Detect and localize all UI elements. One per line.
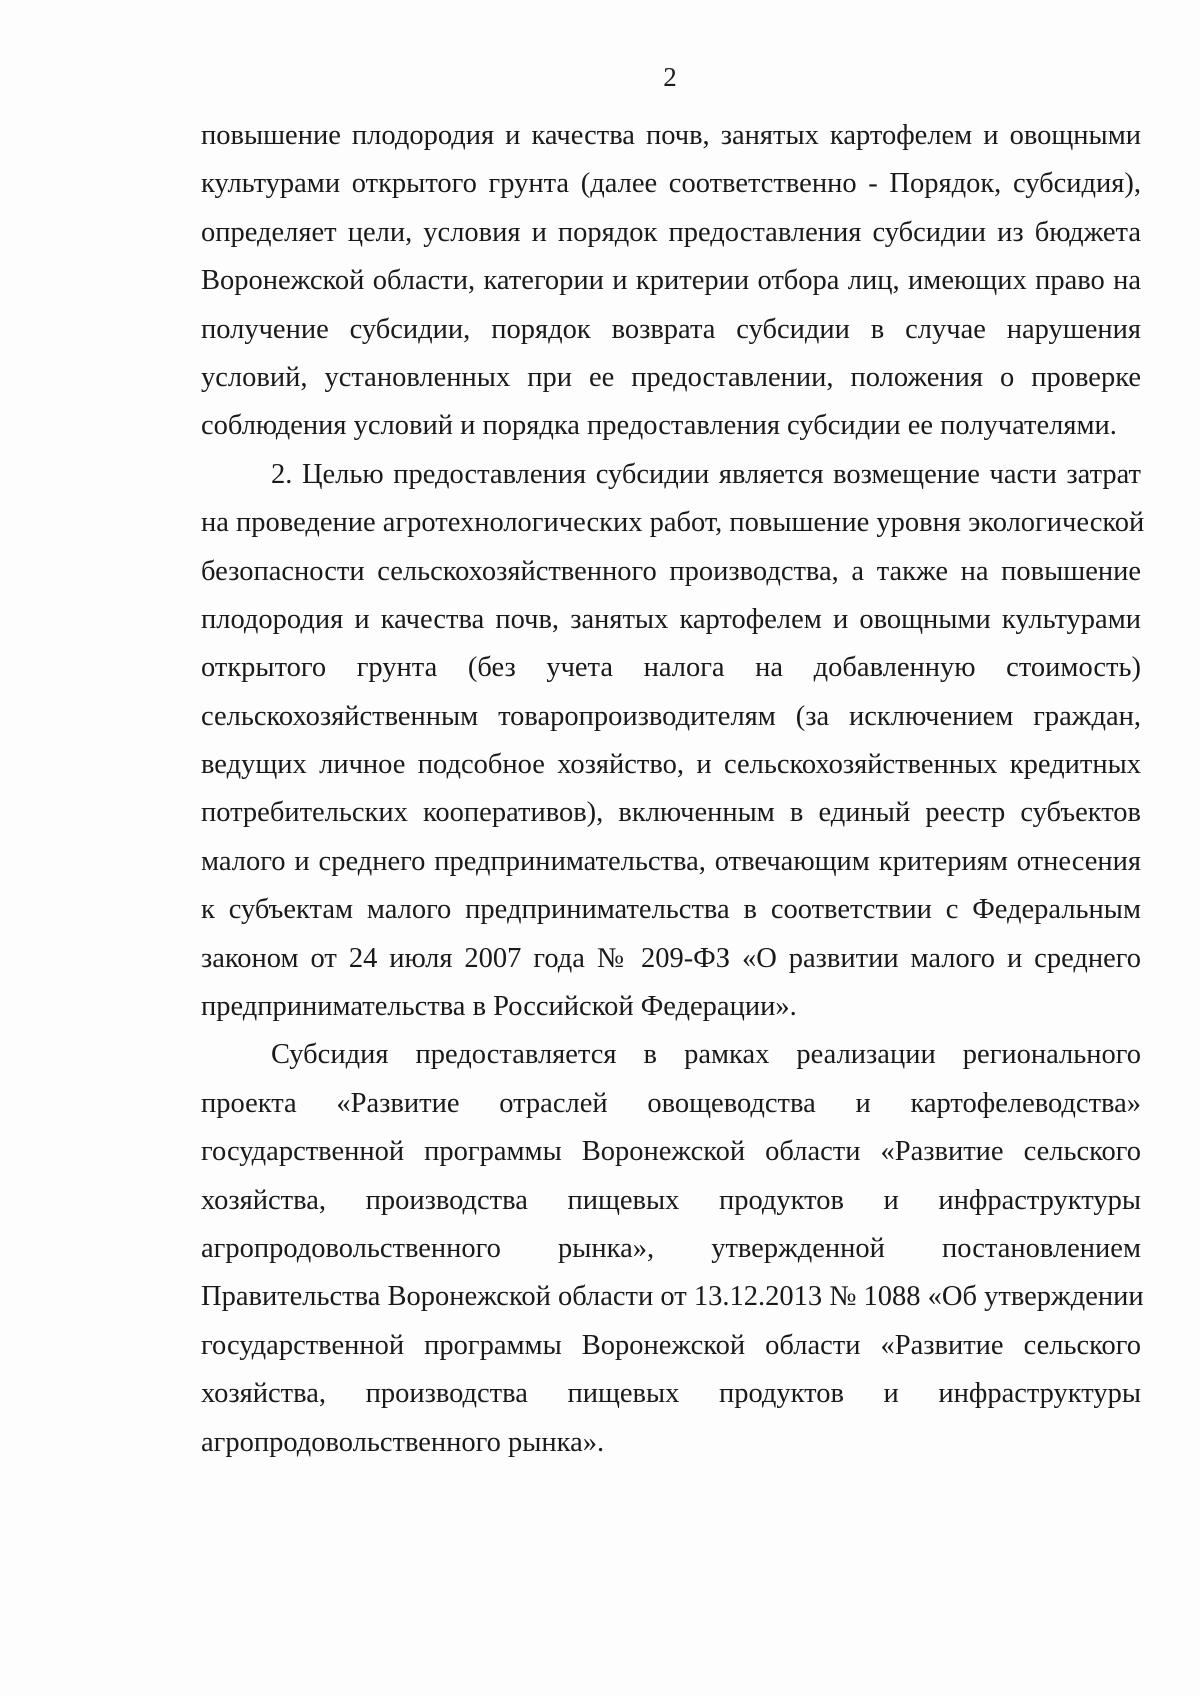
paragraph-line: на проведение агротехнологических работ, повышение уровня экологической <box>201 507 1145 539</box>
paragraph-line: культурами открытого грунта (далее соответственно - Порядок, субсидия), <box>201 168 1141 200</box>
paragraph-line: ведущих личное подсобное хозяйство, и сельскохозяйственных кредитных <box>201 749 1141 781</box>
paragraph-line: Правительства Воронежской области от 13.12.2013 № 1088 «Об утверждении <box>201 1281 1144 1313</box>
paragraph-line: 2. Целью предоставления субсидии является возмещение части затрат <box>271 458 1141 490</box>
paragraph-line: открытого грунта (без учета налога на добавленную стоимость) <box>201 652 1141 684</box>
page-number: 2 <box>663 62 677 92</box>
document-body <box>201 112 1145 1467</box>
paragraph-line: государственной программы Воронежской области «Развитие сельского <box>201 1136 1141 1168</box>
paragraph-line: к субъектам малого предпринимательства в соответствии с Федеральным <box>201 894 1141 926</box>
paragraph-3 <box>201 1031 1144 1467</box>
paragraph-line: получение субсидии, порядок возврата субсидии в случае нарушения <box>201 313 1141 345</box>
paragraph-line: сельскохозяйственным товаропроизводителям (за исключением граждан, <box>201 700 1141 732</box>
paragraph-line: предпринимательства в Российской Федерации». <box>201 991 797 1023</box>
paragraph-line: Воронежской области, категории и критерии отбора лиц, имеющих право на <box>201 265 1141 297</box>
paragraph-line: плодородия и качества почв, занятых картофелем и овощными культурами <box>201 603 1141 635</box>
paragraph-line: определяет цели, условия и порядок предоставления субсидии из бюджета <box>201 216 1141 248</box>
paragraph-1 <box>201 112 1141 451</box>
paragraph-line: соблюдения условий и порядка предоставления субсидии ее получателями. <box>201 410 1117 442</box>
paragraph-line: условий, установленных при ее предоставлении, положения о проверке <box>201 361 1141 393</box>
paragraph-line: повышение плодородия и качества почв, занятых картофелем и овощными <box>201 120 1141 151</box>
paragraph-line: проекта «Развитие отраслей овощеводства и картофелеводства» <box>201 1087 1141 1119</box>
paragraph-2 <box>201 451 1145 1032</box>
paragraph-line: законом от 24 июля 2007 года № 209-ФЗ «О развитии малого и среднего <box>201 942 1141 974</box>
paragraph-line: малого и среднего предпринимательства, отвечающим критериям отнесения <box>201 845 1141 877</box>
paragraph-line: агропродовольственного рынка», утвержденной постановлением <box>201 1232 1141 1264</box>
paragraph-line: потребительских кооперативов), включенным в единый реестр субъектов <box>201 797 1141 829</box>
paragraph-line: агропродовольственного рынка». <box>201 1426 605 1458</box>
paragraph-line: Субсидия предоставляется в рамках реализации регионального <box>271 1039 1141 1071</box>
paragraph-line: безопасности сельскохозяйственного производства, а также на повышение <box>201 555 1141 587</box>
paragraph-line: хозяйства, производства пищевых продуктов и инфраструктуры <box>201 1378 1141 1410</box>
paragraph-line: государственной программы Воронежской области «Развитие сельского <box>201 1329 1141 1361</box>
paragraph-line: хозяйства, производства пищевых продуктов и инфраструктуры <box>201 1184 1141 1216</box>
